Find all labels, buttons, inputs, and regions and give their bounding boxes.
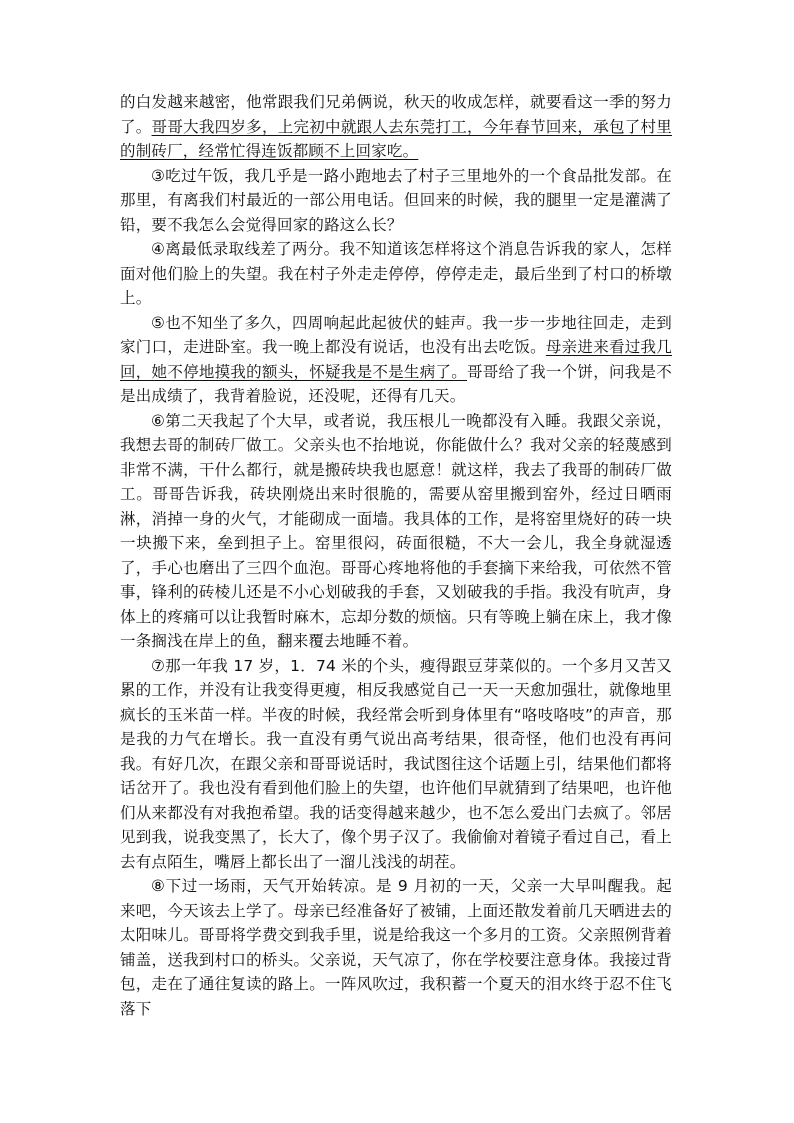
text-segment: ⑦那一年我 17 岁，1．74 米的个头，瘦得跟豆芽菜似的。一个多月又苦又累的工作，并没有让我变得更瘦，相反我感觉自己一天一天愈加强壮，就像地里疯长的玉米苗一样。半夜的时候，我经常会听到身体里有“咯吱咯吱”的声音，那是我的力气在增长。我一直没有勇气说出高考结果，很奇怪，他们也没有再问我。有好几次，在跟父亲和哥哥说话时，我试图往这个话题上引，结果他们都将话岔开了。我也没有看到他们脸上的失望，也许他们早就猜到了结果吧，也许他们从来都没有对我抱希望。我的话变得越来越少，也不怎么爱出门去疯了。邻居见到我，说我变黑了，长大了，像个男子汉了。我偷偷对着镜子看过自己，看上去有点陌生，嘴唇上都长出了一溜儿浅浅的胡茬。 [120, 656, 672, 871]
text-segment: 的白发越来越密，他常跟我们兄弟俩说，秋天的收成怎样，就要看这一季的努力了。 [120, 93, 672, 136]
text-segment: ③吃过午饭，我几乎是一路小跑地去了村子三里地外的一个食品批发部。在那里，有离我们村最近的一部公用电话。但回来的时候，我的腿里一定是灌满了铅，要不我怎么会觉得回家的路这么长？ [120, 166, 672, 234]
paragraph-7 [120, 654, 672, 875]
paragraph-5 [120, 311, 672, 409]
paragraph-6 [120, 409, 672, 654]
underlined-sentence: 母亲进来看过我几回，她不停地摸我的额头，怀疑我是不是生病了。 [120, 338, 672, 381]
text-segment: ⑧下过一场雨，天气开始转凉。是 9 月初的一天，父亲一大早叫醒我。起来吧，今天该去上学了。母亲已经准备好了被铺，上面还散发着前几天晒进去的太阳味儿。哥哥将学费交到我手里，说是给我这一个多月的工资。父亲照例背着铺盖，送我到村口的桥头。父亲说，天气凉了，你在学校要注意身体。我接过背包，走在了通往复读的路上。一阵风吹过，我积蓄一个夏天的泪水终于忍不住飞落下 [120, 877, 672, 1018]
paragraph-8 [120, 874, 672, 1021]
paragraph-4 [120, 237, 672, 311]
document-page [120, 90, 672, 1021]
text-segment: ④离最低录取线差了两分。我不知道该怎样将这个消息告诉我的家人，怎样面对他们脸上的失望。我在村子外走走停停，停停走走，最后坐到了村口的桥墩上。 [120, 240, 672, 307]
text-segment: ⑤也不知坐了多久，四周响起此起彼伏的蛙声。我一步一步地往回走，走到家门口，走进卧室。我一晚上都没有说话，也没有出去吃饭。 [120, 313, 672, 356]
text-segment: 哥哥给了我一个饼，问我是不是出成绩了，我背着脸说，还没呢，还得有几天。 [120, 362, 672, 405]
paragraph-3 [120, 164, 672, 238]
text-segment: ⑥第二天我起了个大早，或者说，我压根儿一晚都没有入睡。我跟父亲说，我想去哥的制砖厂做工。父亲头也不抬地说，你能做什么？我对父亲的轻蔑感到非常不满，干什么都行，就是搬砖块我也愿意！就这样，我去了我哥的制砖厂做工。哥哥告诉我，砖块刚烧出来时很脆的，需要从窑里搬到窑外，经过日晒雨淋，消掉一身的火气，才能砌成一面墙。我具体的工作，是将窑里烧好的砖一块一块搬下来，垒到担子上。窑里很闷，砖面很糙，不大一会儿，我全身就湿透了，手心也磨出了三四个血泡。哥哥心疼地将他的手套摘下来给我，可依然不管事，锋利的砖棱儿还是不小心划破我的手套，又划破我的手指。我没有吭声，身体上的疼痛可以让我暂时麻木，忘却分数的烦恼。只有等晚上躺在床上，我才像一条搁浅在岸上的鱼，翻来覆去地睡不着。 [120, 411, 672, 650]
underlined-sentence: 哥哥大我四岁多，上完初中就跟人去东莞打工，今年春节回来，承包了村里的制砖厂，经常忙得连饭都顾不上回家吃。 [120, 117, 672, 160]
paragraph-2-tail [120, 90, 672, 164]
